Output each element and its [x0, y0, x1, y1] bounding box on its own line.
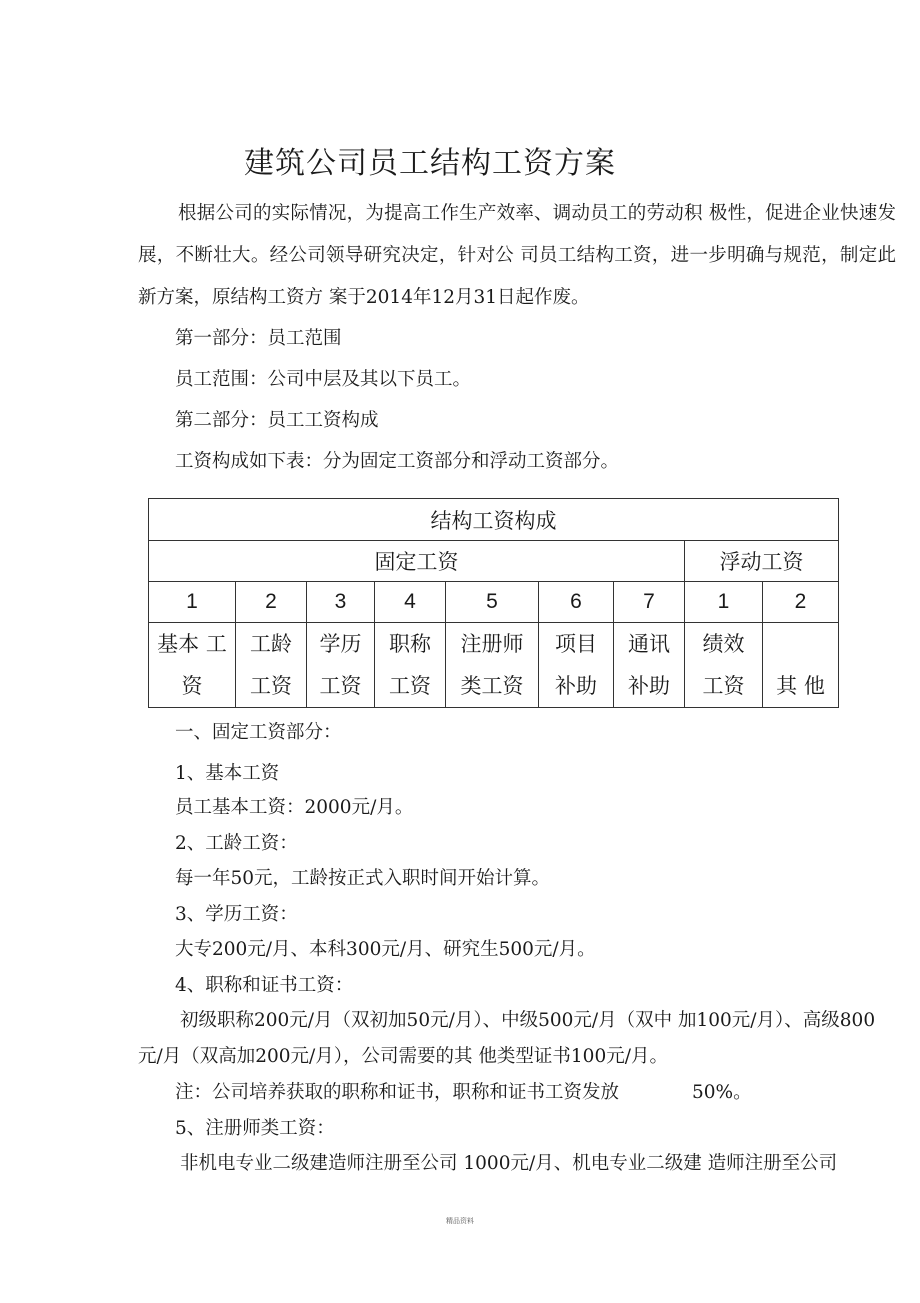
section5-heading: 5、注册师类工资：: [175, 1118, 335, 1139]
document-title-text: 建筑公司员工结构工资方案: [244, 146, 616, 181]
part1-heading: 第一部分：员工范围: [175, 328, 342, 349]
cell-line: 补助: [628, 674, 670, 698]
table-cell-number: 2: [763, 582, 839, 623]
cell-line: 基本 工: [157, 632, 227, 656]
cell-line: 资: [181, 674, 203, 698]
cell-line: 补助: [555, 674, 597, 698]
cell-line: [763, 623, 838, 665]
fixed-wage-heading: 一、固定工资部分：: [175, 722, 342, 743]
table-row-names: [149, 623, 839, 708]
table-cell-comm-allowance: [614, 623, 685, 708]
table-cell-number: 6: [539, 582, 614, 623]
cell-line: 注册师: [460, 632, 524, 656]
note-text: 注：公司培养获取的职称和证书，职称和证书工资发放: [175, 1082, 620, 1103]
table-cell-education-wage: [307, 623, 375, 708]
document-title: [0, 138, 920, 182]
table-cell-number: 2: [236, 582, 307, 623]
table-row-numbers: [149, 582, 839, 623]
table-cell-number: 7: [614, 582, 685, 623]
table-cell-number: 4: [375, 582, 446, 623]
table-cell-registered-wage: [446, 623, 539, 708]
table-cell-number: 5: [446, 582, 539, 623]
table-cell-title-wage: [375, 623, 446, 708]
group-fixed-wage: 固定工资: [149, 541, 685, 582]
section3-heading: 3、学历工资：: [175, 904, 298, 925]
table-cell-number: 1: [685, 582, 763, 623]
section1-body: 员工基本工资：2000元/月。: [175, 797, 414, 818]
cell-line: 项目: [555, 632, 597, 656]
section2-body: 每一年50元，工龄按正式入职时间开始计算。: [175, 868, 551, 889]
cell-line: 通讯: [628, 632, 670, 656]
cell-line: 工资: [702, 674, 745, 698]
section4-body-line2: 元/月（双高加200元/月），公司需要的其 他类型证书100元/月。: [138, 1046, 668, 1067]
intro-paragraph: 根据公司的实际情况，为提高工作生产效率、调动员工的劳动积 极性，促进企业快速发展，不断壮大。经公司领导研究决定，针对公 司员工结构工资，进一步明确与规范，制定此新方案，原结构工资方 案于2014年12月31日起作废。: [138, 203, 896, 308]
table-title: 结构工资构成: [149, 499, 839, 541]
section4-heading: 4、职称和证书工资：: [175, 975, 354, 996]
page-footer: 精品资料: [446, 1217, 474, 1225]
cell-line: 工资: [319, 674, 362, 698]
part2-body: 工资构成如下表：分为固定工资部分和浮动工资部分。: [175, 451, 620, 472]
table-cell-seniority-wage: [236, 623, 307, 708]
section2-heading: 2、工龄工资：: [175, 833, 298, 854]
cell-line: 工资: [389, 674, 431, 698]
wage-structure-table: [148, 498, 839, 708]
cell-line: 学历: [319, 632, 362, 656]
cell-line: 其 他: [776, 674, 825, 698]
part2-heading: 第二部分：员工工资构成: [175, 410, 379, 431]
table-cell-number: 3: [307, 582, 375, 623]
table-cell-other: [763, 623, 839, 708]
section4-body-line1: 初级职称200元/月（双初加50元/月）、中级500元/月（双中 加100元/月）、高级800: [180, 1010, 876, 1031]
section1-heading: 1、基本工资: [175, 763, 280, 784]
group-float-wage: 浮动工资: [685, 541, 839, 582]
section3-body: 大专200元/月、本科300元/月、研究生500元/月。: [175, 939, 596, 960]
table-cell-project-allowance: [539, 623, 614, 708]
note-percentage: 50%。: [692, 1082, 752, 1103]
table-cell-performance-wage: [685, 623, 763, 708]
cell-line: 类工资: [460, 674, 524, 698]
cell-line: 工龄: [250, 632, 292, 656]
cell-line: 绩效: [702, 632, 745, 656]
cell-line: 工资: [250, 674, 292, 698]
table-cell-number: 1: [149, 582, 236, 623]
cell-line: 职称: [389, 632, 431, 656]
section5-body: 非机电专业二级建造师注册至公司 1000元/月、机电专业二级建 造师注册至公司: [180, 1153, 838, 1174]
table-cell-basic-wage: [149, 623, 236, 708]
part1-body: 员工范围：公司中层及其以下员工。: [175, 369, 472, 390]
